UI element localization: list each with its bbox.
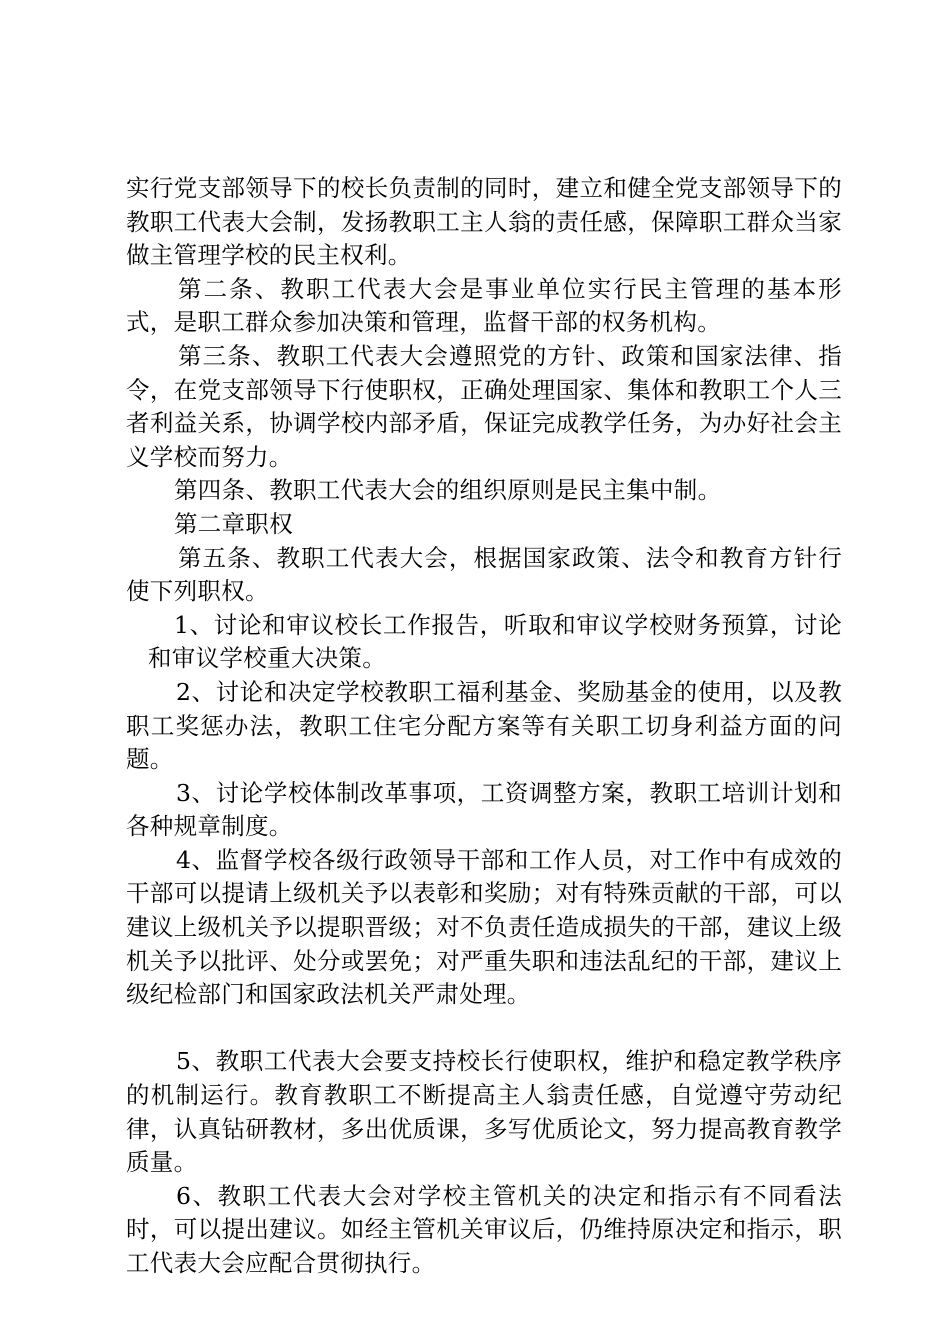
document-body: [126, 172, 842, 1281]
paragraph-continuation: 实行党支部领导下的校长负责制的同时，建立和健全党支部领导下的教职工代表大会制，发扬教职工主人翁的责任感，保障职工群众当家做主管理学校的民主权利。: [126, 174, 842, 270]
list-item-5: 5、教职工代表大会要支持校长行使职权，维护和稳定教学秩序的机制运行。教育教职工不断提高主人翁责任感，自觉遵守劳动纪律，认真钻研教材，多出优质课，多写优质论文，努力提高教育教学质量。: [126, 1047, 842, 1177]
list-item-6: 6、教职工代表大会对学校主管机关的决定和指示有不同看法时，可以提出建议。如经主管机关审议后，仍维持原决定和指示，职工代表大会应配合贯彻执行。: [126, 1181, 842, 1277]
article-2-paragraph: 第二条、教职工代表大会是事业单位实行民主管理的基本形式，是职工群众参加决策和管理，监督干部的权务机构。: [126, 274, 842, 337]
paragraph-gap: [126, 1012, 842, 1046]
article-3-paragraph: 第三条、教职工代表大会遵照党的方针、政策和国家法律、指令，在党支部领导下行使职权，正确处理国家、集体和教职工个人三者利益关系，协调学校内部矛盾，保证完成教学任务，为办好社会主义学校而努力。: [126, 341, 842, 471]
article-5-paragraph: 第五条、教职工代表大会，根据国家政策、法令和教育方针行使下列职权。: [126, 543, 842, 606]
list-item-1: 1、讨论和审议校长工作报告，听取和审议学校财务预算，讨论和审议学校重大决策。: [148, 610, 842, 673]
article-4-paragraph: 第四条、教职工代表大会的组织原则是民主集中制。: [174, 476, 722, 505]
list-item-4: 4、监督学校各级行政领导干部和工作人员，对工作中有成效的干部可以提请上级机关予以表彰和奖励；对有特殊贡献的干部，可以建议上级机关予以提职晋级；对不负责任造成损失的干部，建议上级机关予以批评、处分或罢免；对严重失职和违法乱纪的干部，建议上级纪检部门和国家政法机关严肃处理。: [126, 845, 842, 1009]
list-item-3: 3、讨论学校体制改革事项，工资调整方案，教职工培训计划和各种规章制度。: [126, 778, 842, 841]
list-item-2: 2、讨论和决定学校教职工福利基金、奖励基金的使用，以及教职工奖惩办法，教职工住宅分配方案等有关职工切身利益方面的问题。: [126, 677, 842, 774]
chapter-heading: 第二章职权: [174, 509, 293, 538]
